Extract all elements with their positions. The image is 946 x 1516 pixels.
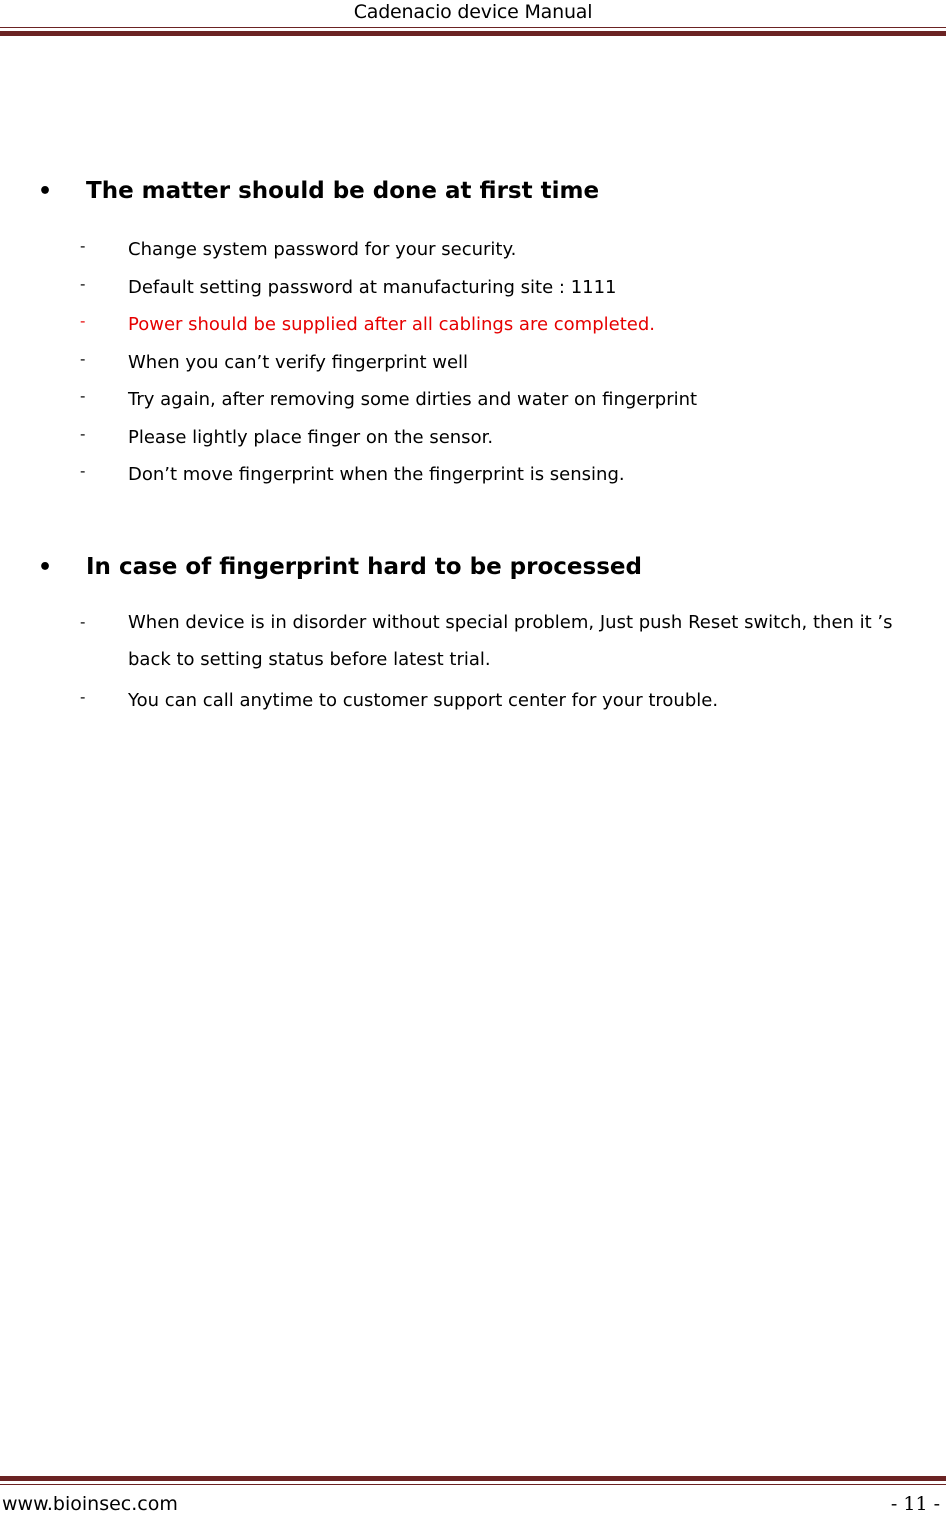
header-rule-thick — [0, 31, 946, 36]
dash-icon: - — [80, 462, 86, 480]
list-item-warning — [80, 303, 655, 343]
page-header-title: Cadenacio device Manual — [353, 1, 593, 23]
dash-icon: - — [80, 613, 86, 631]
dash-icon: - — [80, 275, 86, 293]
list-item-text: Power should be supplied after all cablings are completed. — [128, 314, 655, 335]
list-item-text: Please lightly place finger on the sensor. — [128, 427, 494, 448]
section-heading-text: The matter should be done at first time — [86, 178, 600, 204]
dash-icon: - — [80, 350, 86, 368]
section-heading-text: In case of fingerprint hard to be processed — [86, 554, 642, 580]
list-item — [80, 604, 940, 678]
dash-icon: - — [80, 425, 86, 443]
list-item — [80, 679, 718, 719]
bullet-icon: • — [38, 179, 53, 204]
list-item-text: Try again, after removing some dirties and water on fingerprint — [128, 389, 698, 410]
page-number: - 11 - — [890, 1493, 940, 1515]
footer-rule-thin — [0, 1484, 946, 1485]
list-item — [80, 416, 493, 456]
list-item — [80, 266, 617, 306]
section-heading-hard-to-process — [38, 552, 642, 583]
list-item-text: Change system password for your security. — [128, 239, 517, 260]
section-heading-first-time — [38, 176, 599, 207]
footer-rule-thick — [0, 1476, 946, 1481]
list-item-text: Default setting password at manufacturing site : 1111 — [128, 277, 617, 298]
list-item-text: You can call anytime to customer support center for your trouble. — [128, 690, 719, 711]
list-item-text: When you can’t verify fingerprint well — [128, 352, 469, 373]
header-rule-thin — [0, 27, 946, 28]
footer-url: www.bioinsec.com — [2, 1493, 178, 1515]
dash-icon: - — [80, 312, 86, 330]
dash-icon: - — [80, 387, 86, 405]
dash-icon: - — [80, 688, 86, 706]
list-item — [80, 228, 516, 268]
list-item-text: Don’t move fingerprint when the fingerprint is sensing. — [128, 464, 625, 485]
list-item — [80, 453, 625, 493]
bullet-icon: • — [38, 555, 53, 580]
list-item — [80, 378, 697, 418]
dash-icon: - — [80, 237, 86, 255]
list-item — [80, 341, 468, 381]
list-item-text: When device is in disorder without special problem, Just push Reset switch, then it ’s back to setting status before latest trial. — [128, 612, 893, 670]
